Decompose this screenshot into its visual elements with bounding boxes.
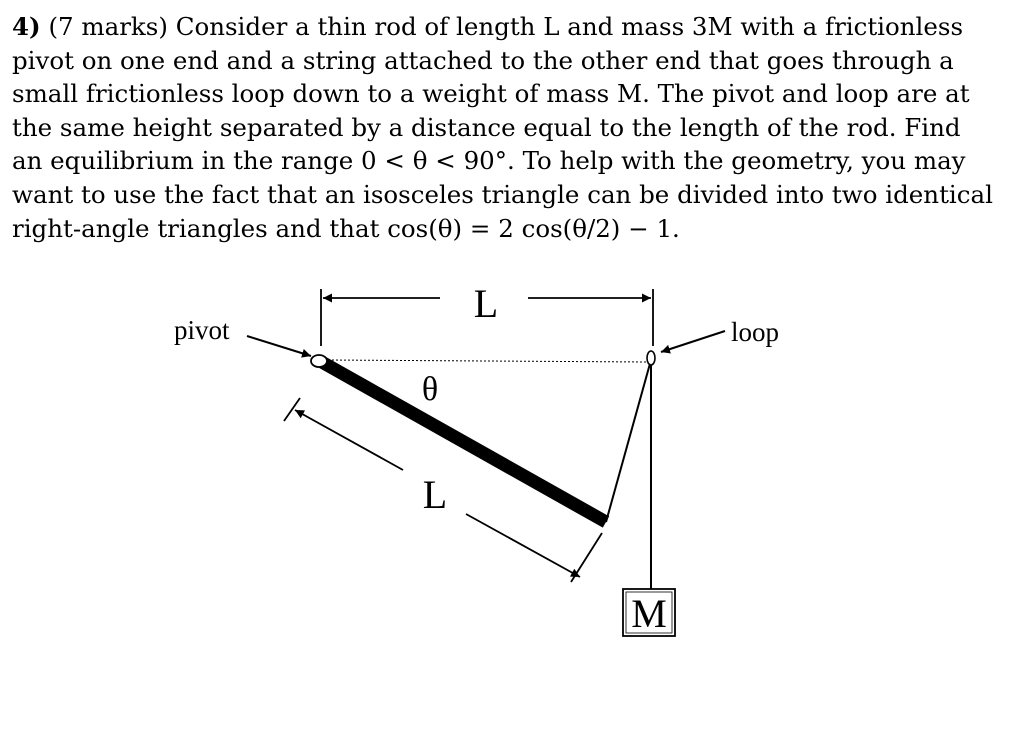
loop-arrow (661, 331, 725, 352)
pivot-arrow (247, 336, 311, 356)
loop-label: loop (731, 317, 780, 347)
rod-length-label: L (422, 472, 448, 517)
mass-label: M (631, 591, 667, 636)
problem-text-line: pivot on one end and a string attached to the other end that goes through a (12, 45, 954, 75)
rod-dim-tick-top (284, 398, 300, 421)
problem-text-line: small frictionless loop down to a weight of mass M. The pivot and loop are at (12, 79, 970, 109)
rod-dim-arrow-top (295, 410, 403, 470)
pivot-label: pivot (174, 315, 230, 345)
rod-dim-arrow-bottom (466, 514, 580, 577)
problem-text-line: want to use the fact that an isosceles triangle can be divided into two identical (12, 179, 993, 209)
angle-label: θ (421, 371, 439, 408)
problem-text-line: the same height separated by a distance equal to the length of the rod. Find (12, 112, 961, 142)
pivot-loop-dotted-line (328, 360, 647, 362)
problem-text-line: an equilibrium in the range 0 < θ < 90°. To help with the geometry, you may (12, 146, 966, 176)
string-rod-to-loop (606, 360, 651, 522)
pivot-circle (311, 355, 327, 367)
rod (320, 361, 606, 522)
problem-number: 4) (12, 12, 41, 41)
top-length-label: L (473, 281, 499, 326)
problem-marks: (7 marks) (48, 12, 168, 41)
loop-circle (647, 351, 655, 365)
problem-text-line: Consider a thin rod of length L and mass 3M with a frictionless (175, 12, 964, 41)
problem-text-line: right-angle triangles and that cos(θ) = 2 cos(θ/2) − 1. (12, 213, 680, 243)
